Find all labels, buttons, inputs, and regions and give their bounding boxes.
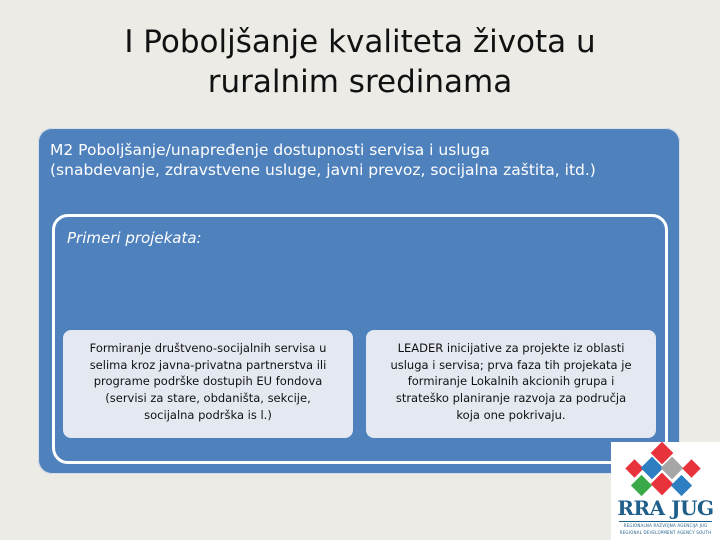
measure-heading — [50, 140, 670, 180]
example-card-1-line-1: Formiranje društveno-socijalnih servisa u — [89, 341, 327, 355]
measure-panel — [38, 128, 680, 474]
slide-title-line-2: ruralnim sredinama — [207, 64, 513, 101]
example-card-2-line-1: LEADER inicijative za projekte iz oblasti — [397, 341, 625, 355]
example-card-1-line-3: programe podrške dostupih EU fondova — [93, 374, 323, 389]
measure-heading-line-2: (snabdevanje, zdravstvene usluge, javni prevoz, socijalna zaštita, itd.) — [50, 161, 596, 180]
rra-jug-logo — [611, 442, 720, 540]
examples-panel — [52, 214, 668, 464]
slide-title-line-1: I Poboljšanje kvaliteta života u — [124, 24, 596, 60]
example-card-2-line-4: strateško planiranje razvoja za područja — [395, 391, 627, 406]
example-card-2-line-2: usluga i servisa; prva faza tih projekata je — [390, 357, 632, 372]
logo-name: RRA JUG — [617, 496, 714, 520]
logo-diamonds-icon — [611, 442, 720, 498]
example-card-1-line-4: (servisi za stare, obdaništa, sekcije, — [105, 391, 311, 406]
measure-heading-line-1: M2 Poboljšanje/unapređenje dostupnosti servisa i usluga — [50, 141, 490, 159]
slide-title — [60, 22, 660, 103]
logo-diamond-green — [631, 475, 652, 496]
example-card-2-line-5: koja one pokrivaju. — [456, 407, 566, 422]
logo-divider — [619, 521, 712, 522]
logo-diamond-bottom-blue — [671, 475, 692, 496]
examples-label: Primeri projekata: — [67, 229, 202, 247]
example-card-1 — [63, 330, 353, 438]
example-card-2 — [366, 330, 656, 438]
logo-subtitle-2: REGIONAL DEVELOPMENT AGENCY SOUTH — [619, 530, 712, 535]
example-card-1-line-2: selima kroz javna-privatna partnerstva ili — [89, 357, 327, 372]
example-card-1-line-5: socijalna podrška is l.) — [144, 407, 272, 422]
logo-diamond-right-red — [682, 459, 700, 477]
example-card-2-line-3: formiranje Lokalnih akcionih grupa i — [407, 374, 615, 389]
logo-subtitle-1: REGIONALNA RAZVOJNA AGENCIJA JUG — [623, 523, 708, 528]
logo-diamond-left-red — [625, 459, 643, 477]
